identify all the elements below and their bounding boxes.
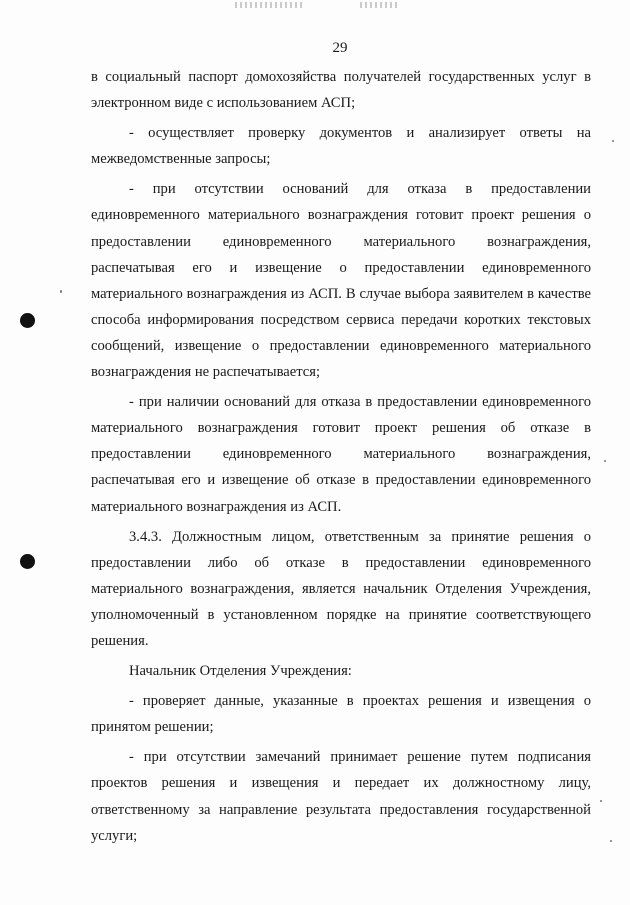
paragraph: Начальник Отделения Учреждения: [129,663,352,680]
paragraph: - осуществляет проверку документов и анализирует ответы на межведомственные запросы; [91,125,591,168]
punch-hole [20,554,35,569]
scan-speck [612,140,614,142]
paragraph: - при отсутствии оснований для отказа в предоставлении единовременного материального вознаграждения готовит проект решения о предоставлении единовременного материального вознаграждения, распечатывая его и извещение о предоставлении единовременного материального вознаграждения из АСП. В случае выбора заявителем в качестве способа информирования посредством сервиса передачи коротких текстовых сообщений, извещение о предоставлении единовременного материального вознаграждения не распечатывается; [91,181,591,381]
paragraph: 3.4.3. Должностным лицом, ответственным за принятие решения о предоставлении либо об отказе в предоставлении единовременного материального вознаграждения, является начальник Отделения Учреждения, уполномоченный в установленном порядке на принятие соответствующего решения. [91,528,591,649]
punch-hole [20,313,35,328]
scan-noise [360,2,400,8]
paragraph: в социальный паспорт домохозяйства получателей государственных услуг в электронном виде с использованием АСП; [91,69,591,112]
page-number: 29 [332,40,348,56]
scan-noise [235,2,305,8]
scan-speck [60,290,62,293]
paragraph: - проверяет данные, указанные в проектах решения и извещения о принятом решении; [91,693,591,736]
document-body [91,64,591,849]
paragraph: - при отсутствии замечаний принимает решение путем подписания проектов решения и извещения и передает их должностному лицу, ответственному за направление результата предоставления государственной услуги; [91,749,591,844]
paragraph: - при наличии оснований для отказа в предоставлении единовременного материального вознаграждения готовит проект решения об отказе в предоставлении единовременного материального вознаграждения, распечатывая его и извещение об отказе в предоставлении единовременного материального вознаграждения из АСП. [91,394,591,515]
scan-speck [600,800,602,802]
scan-speck [604,460,606,462]
scan-speck [610,840,612,842]
